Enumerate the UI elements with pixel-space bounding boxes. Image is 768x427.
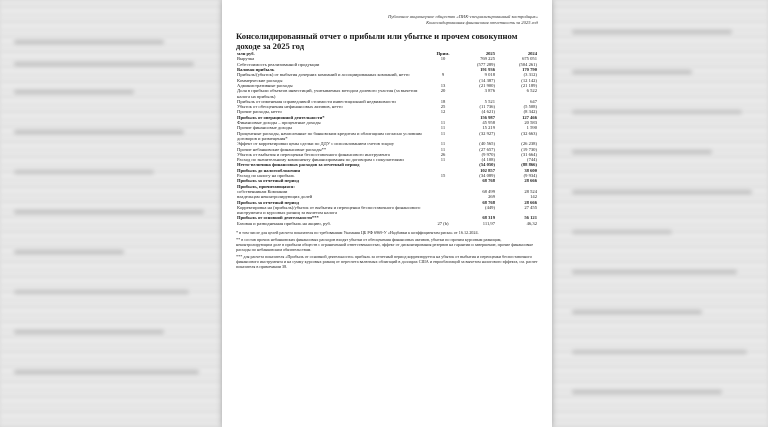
row-value-2024: 170 790	[522, 67, 537, 73]
row-value-2025: 269	[488, 194, 495, 200]
row-value-2025: (34 089)	[479, 173, 495, 179]
row-value-2024: (504 261)	[519, 61, 537, 67]
row-note: 11	[440, 141, 446, 147]
table-row	[236, 141, 538, 146]
page-header	[236, 14, 538, 25]
row-note: 13	[440, 82, 446, 88]
row-value-2025: (577 289)	[477, 61, 495, 67]
row-value-2024: 28 524	[524, 188, 537, 194]
row-value-2025: 45 958	[482, 120, 495, 126]
row-note: 11	[440, 146, 446, 152]
footnote: * в том числе для целей расчета показателя по требованиям Указания ЦБ РФ 6969-У «Надбавки к коэффициентам риска» от 16.12.2024.	[236, 229, 479, 235]
row-value-2025: 9 018	[484, 72, 495, 78]
row-label: Себестоимость реализованной продукции	[237, 61, 320, 67]
note-column-header: Прим.	[436, 51, 450, 57]
row-label: Прибыль от основной деятельности***	[237, 215, 319, 221]
row-value-2025: (27 657)	[479, 146, 495, 152]
row-value-2025: 156 987	[480, 114, 495, 120]
row-label: Убыток от выбытия и переоценки беспоставочного финансового инструмента	[237, 151, 390, 157]
row-label: Прибыль за отчетный период	[237, 199, 299, 205]
row-label: Прибыль от изменения справедливой стоимости инвестиционной недвижимости	[237, 98, 396, 104]
row-value-2025: 769 225	[480, 56, 495, 62]
table-row	[236, 72, 538, 77]
row-value-2025: 3 876	[484, 88, 495, 94]
row-value-2025: (449)	[485, 204, 495, 210]
footnote: *** для расчета показателя «Прибыль от основной деятельности» прибыль за отчетный период корректируется на убыток от выбытия и переоценки беспоставочного финансового инструмента и на сумму курсовых разниц от пересчета валютных облигаций в долларах США и еврооблигаций за вычетом налогового эффекта, см. расчет показателя в примечании 38.	[236, 253, 538, 269]
row-value-2025: (4 108)	[481, 157, 495, 163]
row-note: 27 (b)	[437, 220, 449, 226]
row-label: Коммерческие расходы	[237, 77, 283, 83]
row-value-2024: (744)	[527, 157, 537, 163]
row-label: Прибыль от операционной деятельности*	[237, 114, 325, 120]
row-value-2024: 38 600	[524, 167, 537, 173]
row-value-2024: 27 455	[524, 204, 537, 210]
row-note: 11	[440, 130, 446, 136]
row-value-2025: 102 857	[480, 167, 495, 173]
row-value-2025: (40 565)	[479, 141, 495, 147]
row-note	[432, 205, 454, 216]
row-label: Нетто-величина финансовых расходов за отчетный период	[237, 162, 360, 168]
row-value-2025: 15 219	[482, 125, 495, 131]
row-label: Убыток от обесценения нефинансовых активов, нетто	[237, 104, 343, 110]
row-value-2024: (19 730)	[521, 146, 537, 152]
row-label: Расход по значительному компоненту финансирования по договорам с покупателями	[237, 157, 404, 163]
row-value-2024: (88 866)	[521, 162, 537, 168]
row-value-2024: 142	[530, 194, 537, 200]
row-note: 11	[440, 120, 446, 126]
row-label: Административные расходы	[237, 82, 293, 88]
row-note: 18	[440, 98, 446, 104]
row-value-2025: 68 768	[482, 199, 495, 205]
row-value-2024: (3 312)	[523, 72, 537, 78]
row-value-2025: (14 387)	[479, 77, 495, 83]
row-value-2025: 111,97	[482, 220, 495, 226]
row-label: Прибыль, причитающаяся:	[237, 183, 295, 189]
document-page	[222, 0, 552, 427]
table-row	[236, 205, 538, 216]
row-label: собственникам Компании	[237, 188, 288, 194]
row-value-2024: 1 590	[526, 125, 537, 131]
row-label: Прочие расходы, нетто	[237, 109, 282, 115]
row-value-2024: (26 238)	[521, 141, 537, 147]
row-value-2024: 647	[530, 98, 537, 104]
row-value-2025: (32 927)	[479, 130, 495, 136]
row-value-2025: 68 768	[482, 178, 495, 184]
row-label: Валовая прибыль	[237, 67, 275, 73]
footnotes	[236, 230, 538, 269]
row-value-2024: 127 466	[522, 114, 537, 120]
row-label: Расход по налогу на прибыль	[237, 173, 295, 179]
row-value-2025: 68 499	[482, 188, 495, 194]
row-value-2025: 5 521	[484, 98, 495, 104]
year-2025-column-header: 2025	[485, 51, 495, 57]
statement-title: Консолидированный отчет о прибыли или убытке и прочем совокупном доходе за 2025 год	[236, 31, 518, 52]
row-label: Выручка	[237, 56, 255, 62]
row-value-2024: 56 121	[524, 215, 537, 221]
row-value-2024: (31 664)	[521, 151, 537, 157]
row-value-2024: 675 051	[522, 56, 537, 62]
row-label: Доля в прибыли объектов инвестиций, учитываемых методом долевого участия (за вычетом налога на прибыль)	[237, 88, 418, 99]
year-2024-column-header: 2024	[527, 51, 537, 57]
row-label: Корректировка на (прибыль)/убыток от выбытия и переоценки беспоставочного финансового инструмента и курсовых разниц за вычетом налога	[237, 204, 421, 216]
table-row	[236, 88, 538, 99]
row-note: 10	[440, 56, 446, 62]
row-value-2025: (9 970)	[481, 151, 495, 157]
row-value-2024: 28 666	[524, 199, 537, 205]
row-label: Финансовые доходы – процентные доходы	[237, 120, 321, 126]
row-note: 20	[440, 88, 446, 94]
footnote: ** в состав прочих небанковских финансовых расходов входят убытки от обесценения финансовых активов, убытки по прочим курсовым разницам, неконтролирующим доле в прибыли обществ с ограниченной ответственностью, эффект от дисконтирования резервов на гарантии и завершение, прочие финансовые расходы по небанковским обязательствам.	[236, 236, 534, 252]
row-note: 11	[440, 125, 446, 131]
row-value-2024: (21 189)	[521, 82, 537, 88]
row-label: Прибыль/(убыток) от выбытия дочерних компаний и ассоциированных компаний, нетто	[237, 72, 410, 78]
row-note: 11	[440, 157, 446, 163]
row-value-2025: 68 319	[482, 215, 495, 221]
row-label: Прибыль до налогообложения	[237, 167, 301, 173]
row-value-2024: 20 583	[524, 120, 537, 126]
units-label: млн руб.	[237, 51, 255, 57]
row-label: Процентные расходы, начисленные по банковским кредитам и облигациям согласно условиям договоров и размещения*	[237, 130, 422, 141]
row-label: Базовая и разводненная прибыль на акцию, руб.	[237, 220, 331, 226]
row-note: 26	[440, 151, 446, 157]
blurred-background-left	[0, 0, 222, 427]
row-value-2024: (5 508)	[523, 104, 537, 110]
income-statement-table	[236, 51, 538, 226]
row-label: Прочие финансовые доходы	[237, 125, 293, 131]
row-note: 15	[440, 173, 446, 179]
row-value-2024: (12 142)	[521, 77, 537, 83]
row-note: 9	[441, 72, 445, 78]
row-value-2025: (4 621)	[481, 109, 495, 115]
row-value-2025: 191 936	[480, 67, 495, 73]
row-value-2025: (21 900)	[479, 82, 495, 88]
row-value-2024: 46,32	[526, 220, 537, 226]
row-value-2024: 28 666	[524, 178, 537, 184]
row-label: Прочие небанковские финансовые расходы**	[237, 146, 327, 152]
row-label: Прибыль за отчетный период	[237, 178, 299, 184]
row-label: Эффект от корректировки цены сделки по ДДУ с использованием счетов эскроу	[237, 141, 395, 147]
table-row	[236, 221, 538, 226]
table-row	[236, 131, 538, 142]
row-value-2025: (54 050)	[479, 162, 495, 168]
row-value-2024: 6 522	[526, 88, 537, 94]
blurred-background-right	[552, 0, 768, 427]
row-value-2024: (9 934)	[523, 173, 537, 179]
row-note: 12	[440, 109, 446, 115]
row-note: 25	[440, 104, 446, 110]
company-name: Публичное акционерное общество «ПИК-специализированный застройщик»	[387, 14, 538, 19]
report-subtitle: Консолидированная финансовая отчетность за 2025 год	[426, 19, 538, 25]
row-value-2024: (8 342)	[523, 109, 537, 115]
row-value-2024: (32 663)	[521, 130, 537, 136]
row-label: владельцам неконтролирующих долей	[237, 194, 313, 200]
row-value-2025: (11 736)	[479, 104, 495, 110]
